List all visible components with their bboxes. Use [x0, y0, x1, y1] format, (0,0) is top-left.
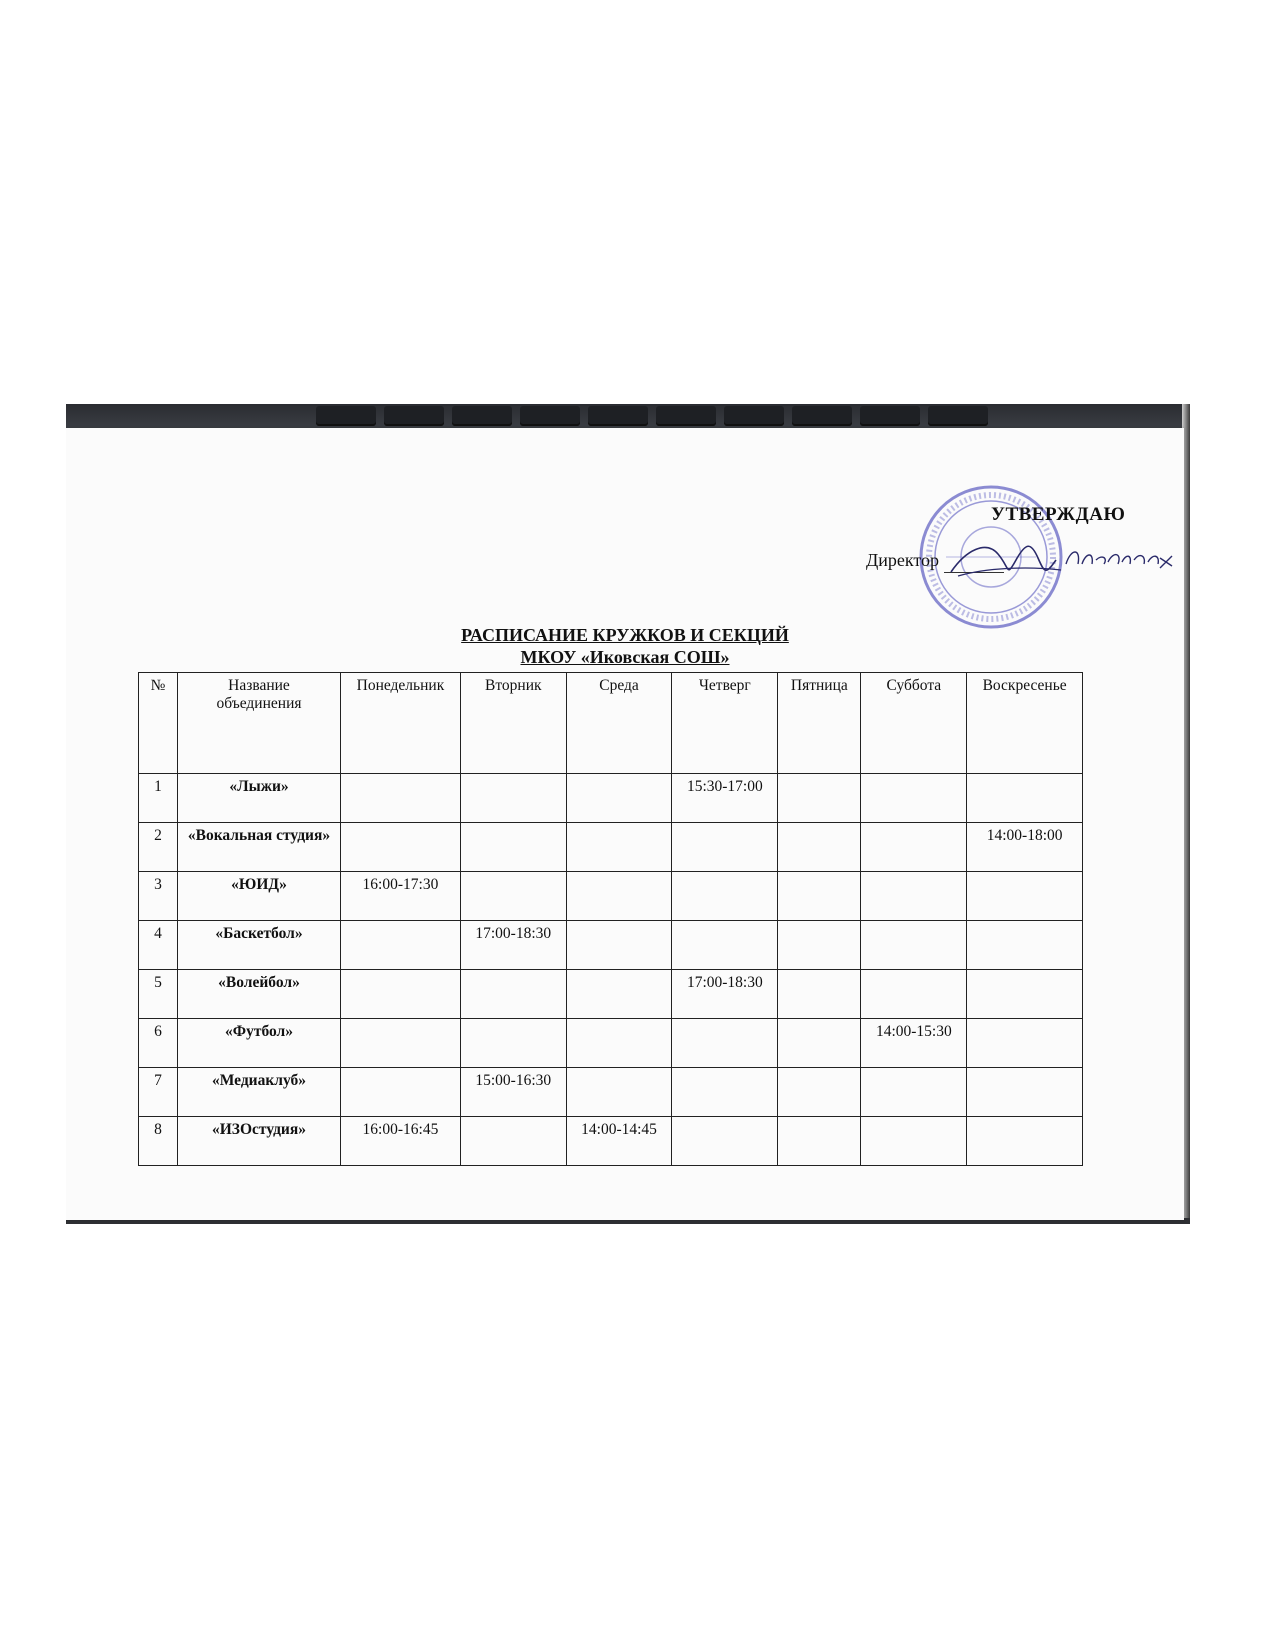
- table-row: [139, 921, 1083, 970]
- schedule-cell: [672, 1068, 778, 1117]
- table-row: [139, 1068, 1083, 1117]
- table-row: [139, 1019, 1083, 1068]
- club-name: «Волейбол»: [178, 970, 341, 1019]
- schedule-cell: [566, 1068, 672, 1117]
- handwritten-signature: [946, 530, 1176, 590]
- schedule-cell: [566, 774, 672, 823]
- schedule-cell: 14:00-18:00: [967, 823, 1083, 872]
- club-name: «Баскетбол»: [178, 921, 341, 970]
- schedule-cell: [672, 1117, 778, 1166]
- schedule-cell: [341, 774, 461, 823]
- header-cell: Название объединения: [178, 673, 341, 774]
- schedule-cell: 16:00-16:45: [341, 1117, 461, 1166]
- schedule-cell: [672, 872, 778, 921]
- schedule-cell: [861, 921, 967, 970]
- schedule-cell: [566, 1019, 672, 1068]
- schedule-cell: [566, 970, 672, 1019]
- schedule-cell: [861, 970, 967, 1019]
- schedule-cell: [460, 872, 566, 921]
- schedule-cell: [861, 774, 967, 823]
- title-line-2: МКОУ «Иковская СОШ»: [520, 647, 730, 667]
- schedule-cell: 14:00-14:45: [566, 1117, 672, 1166]
- schedule-cell: [460, 774, 566, 823]
- schedule-cell: 17:00-18:30: [460, 921, 566, 970]
- schedule-cell: [778, 774, 861, 823]
- approval-header: УТВЕРЖДАЮ: [991, 504, 1126, 525]
- schedule-cell: [967, 872, 1083, 921]
- club-name: «ИЗОстудия»: [178, 1117, 341, 1166]
- schedule-cell: [861, 823, 967, 872]
- table-row: [139, 1117, 1083, 1166]
- schedule-cell: [341, 823, 461, 872]
- schedule-cell: [861, 1068, 967, 1117]
- schedule-cell: [861, 1117, 967, 1166]
- schedule-cell: 16:00-17:30: [341, 872, 461, 921]
- schedule-cell: 15:30-17:00: [672, 774, 778, 823]
- schedule-cell: [341, 1068, 461, 1117]
- row-number: 6: [139, 1019, 178, 1068]
- schedule-cell: [967, 1117, 1083, 1166]
- schedule-cell: [460, 1019, 566, 1068]
- header-cell: Воскресенье: [967, 673, 1083, 774]
- schedule-cell: [341, 1019, 461, 1068]
- schedule-cell: [566, 921, 672, 970]
- club-name: «Медиаклуб»: [178, 1068, 341, 1117]
- row-number: 8: [139, 1117, 178, 1166]
- schedule-cell: [341, 921, 461, 970]
- schedule-cell: [672, 1019, 778, 1068]
- schedule-cell: [778, 872, 861, 921]
- schedule-cell: [967, 1019, 1083, 1068]
- club-name: «ЮИД»: [178, 872, 341, 921]
- schedule-cell: [566, 872, 672, 921]
- row-number: 5: [139, 970, 178, 1019]
- schedule-cell: 15:00-16:30: [460, 1068, 566, 1117]
- schedule-cell: [341, 970, 461, 1019]
- header-cell: Пятница: [778, 673, 861, 774]
- club-name: «Вокальная студия»: [178, 823, 341, 872]
- schedule-cell: [967, 970, 1083, 1019]
- keyboard-background: [66, 404, 1190, 430]
- schedule-cell: [778, 823, 861, 872]
- row-number: 2: [139, 823, 178, 872]
- schedule-cell: [778, 1117, 861, 1166]
- schedule-cell: [861, 872, 967, 921]
- schedule-cell: [967, 921, 1083, 970]
- schedule-cell: 17:00-18:30: [672, 970, 778, 1019]
- schedule-table: [138, 672, 1083, 1166]
- schedule-cell: [460, 823, 566, 872]
- row-number: 7: [139, 1068, 178, 1117]
- schedule-cell: [967, 774, 1083, 823]
- title-line-1: РАСПИСАНИЕ КРУЖКОВ И СЕКЦИЙ: [461, 625, 789, 645]
- table-header-row: [139, 673, 1083, 774]
- schedule-cell: [672, 921, 778, 970]
- schedule-cell: [967, 1068, 1083, 1117]
- director-label: Директор: [866, 550, 940, 570]
- director-signature-row: [866, 542, 1186, 576]
- schedule-cell: [778, 1068, 861, 1117]
- table-row: [139, 774, 1083, 823]
- document-title: [66, 624, 1184, 668]
- row-number: 4: [139, 921, 178, 970]
- header-cell: Понедельник: [341, 673, 461, 774]
- document-photo: [66, 404, 1190, 1224]
- table-row: [139, 970, 1083, 1019]
- header-cell: №: [139, 673, 178, 774]
- schedule-cell: [778, 970, 861, 1019]
- schedule-cell: 14:00-15:30: [861, 1019, 967, 1068]
- header-cell: Суббота: [861, 673, 967, 774]
- schedule-cell: [460, 1117, 566, 1166]
- schedule-cell: [566, 823, 672, 872]
- row-number: 1: [139, 774, 178, 823]
- row-number: 3: [139, 872, 178, 921]
- header-cell: Четверг: [672, 673, 778, 774]
- schedule-cell: [778, 921, 861, 970]
- club-name: «Лыжи»: [178, 774, 341, 823]
- header-cell: Среда: [566, 673, 672, 774]
- schedule-cell: [460, 970, 566, 1019]
- schedule-cell: [778, 1019, 861, 1068]
- paper-sheet: [66, 428, 1184, 1220]
- table-row: [139, 823, 1083, 872]
- schedule-cell: [672, 823, 778, 872]
- table-row: [139, 872, 1083, 921]
- club-name: «Футбол»: [178, 1019, 341, 1068]
- header-cell: Вторник: [460, 673, 566, 774]
